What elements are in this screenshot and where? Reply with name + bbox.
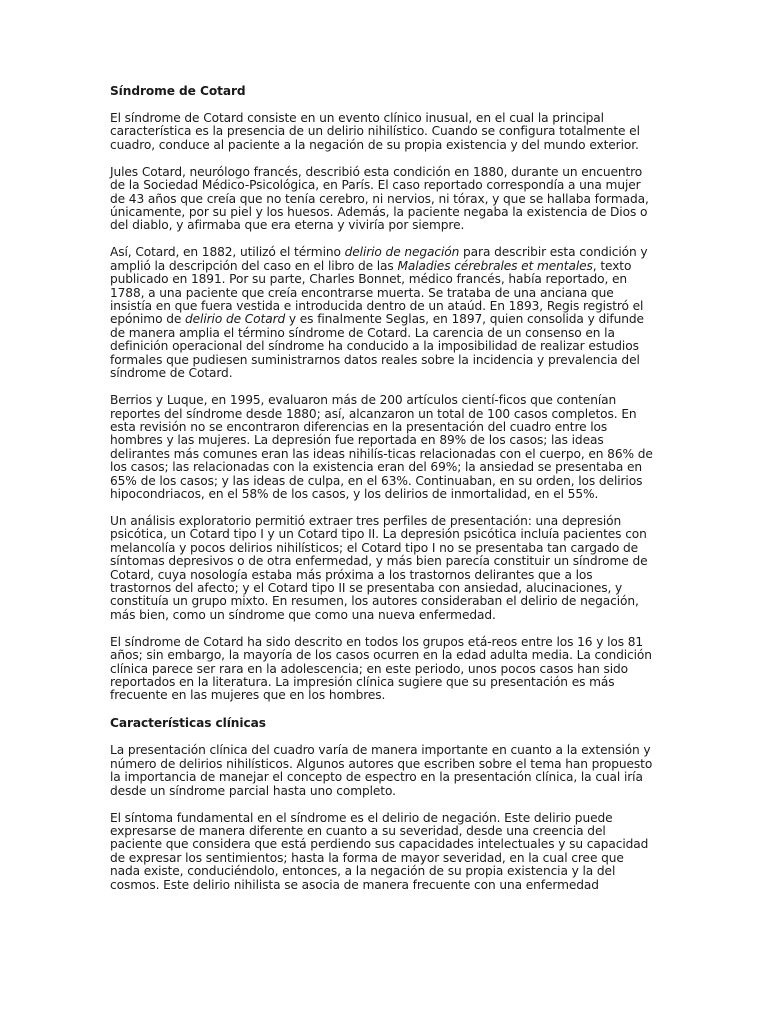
paragraph-berrios-luque: Berrios y Luque, en 1995, evaluaron más de 200 artículos cientí-ficos que contenían reportes del síndrome desde 1880; así, alcanzaron un total de 100 casos completos. En esta revisión no se encontraron diferencias en la presentación del cuadro entre los hombres y las mujeres. La depresión fue reportada en 89% de los casos; las ideas delirantes más comunes eran las ideas nihilís-ticas relacionadas con el cuerpo, en 86% de los casos; las relacionadas con la existencia eran del 69%; la ansiedad se presentaba en 65% de los casos; y las ideas de culpa, en el 63%. Continuaban, en su orden, los delirios hipocondriacos, en el 58% de los casos, y los delirios de inmortalidad, en el 55%. bbox=[110, 393, 653, 501]
section-heading-clinical: Características clínicas bbox=[110, 716, 266, 731]
text-run: , texto publicado en 1891. Por su parte, Charles Bonnet, médico francés, había reportado, en 1788, a una paciente que creía encontrarse muerta. Se trataba de una anciana que insistía en que fuera vestida e introducida dentro de un ataúd. En 1893, Regis registró el epónimo de bbox=[110, 258, 644, 327]
paragraph-clinical-presentation: La presentación clínica del cuadro varía de manera importante en cuanto a la extensión y número de delirios nihilísticos. Algunos autores que escriben sobre el tema han propuesto la importancia de manejar el concepto de espectro en la presentación clínica, la cual iría desde un síndrome parcial hasta uno completo. bbox=[110, 743, 653, 798]
paragraph-definition: El síndrome de Cotard consiste en un evento clínico inusual, en el cual la principal característica es la presencia de un delirio nihilístico. Cuando se configura totalmente el cuadro, conduce al paciente a la negación de su propia existencia y del mundo exterior. bbox=[110, 111, 640, 152]
italic-term-delirio-cotard: delirio de Cotard bbox=[185, 312, 286, 327]
italic-term-delirio-negacion: delirio de negación bbox=[344, 245, 460, 260]
document-page bbox=[110, 84, 655, 906]
text-run: Así, Cotard, en 1882, utilizó el término bbox=[110, 245, 345, 260]
paragraph-terminology bbox=[110, 246, 655, 380]
section-heading-cotard: Síndrome de Cotard bbox=[110, 84, 246, 98]
italic-book-title: Maladies cérebrales et mentales bbox=[397, 258, 593, 273]
paragraph-exploratory-analysis: Un análisis exploratorio permitió extraer tres perfiles de presentación: una depresión psicótica, un Cotard tipo I y un Cotard tipo II. La depresión psicótica incluía pacientes con melancolía y pocos delirios nihilísticos; el Cotard tipo I no se presentaba tan cargado de síntomas depresivos o de otra enfermedad, y más bien parecía constituir un síndrome de Cotard, cuya nosología estaba más próxima a los trastornos delirantes que a los trastornos del afecto; y el Cotard tipo II se presentaba con ansiedad, alucinaciones, y constituía un grupo mixto. En resumen, los autores consideraban el delirio de negación, más bien, como un síndrome que como una nueva enfermedad. bbox=[110, 513, 648, 622]
paragraph-fundamental-symptom: El síntoma fundamental en el síndrome es el delirio de negación. Este delirio puede expresarse de manera diferente en cuanto a su severidad, desde una creencia del paciente que considera que está perdiendo sus capacidades intelectuales y su capacidad de expresar los sentimientos; hasta la forma de mayor severidad, en la cual cree que nada existe, conduciéndolo, entonces, a la negación de su propia existencia y la del cosmos. Este delirio nihilista se asocia de manera frecuente con una enfermedad bbox=[110, 810, 649, 892]
paragraph-history-cotard: Jules Cotard, neurólogo francés, describió esta condición en 1880, durante un encuentro de la Sociedad Médico-Psicológica, en París. El caso reportado correspondía a una mujer de 43 años que creía que no tenía cerebro, ni nervios, ni tórax, y que se hallaba formada, únicamente, por su piel y los huesos. Además, la paciente negaba la existencia de Dios o del diablo, y afirmaba que era eterna y viviría por siempre. bbox=[110, 164, 649, 233]
text-run: para describir esta condición y amplió la descripción del caso en el libro de las bbox=[110, 245, 648, 273]
paragraph-age-groups: El síndrome de Cotard ha sido descrito en todos los grupos etá-reos entre los 16 y los 81 años; sin embargo, la mayoría de los casos ocurren en la edad adulta media. La condición clínica parece ser rara en la adolescencia; en este periodo, unos pocos casos han sido reportados en la literatura. La impresión clínica sugiere que su presentación es más frecuente en las mujeres que en los hombres. bbox=[110, 634, 652, 703]
text-run: y es finalmente Seglas, en 1897, quien consolida y difunde de manera amplia el término síndrome de Cotard. La carencia de un consenso en la definición operacional del síndrome ha conducido a la imposibilidad de realizar estudios formales que pudiesen suministrarnos datos reales sobre la incidencia y prevalencia del síndrome de Cotard. bbox=[110, 312, 644, 381]
